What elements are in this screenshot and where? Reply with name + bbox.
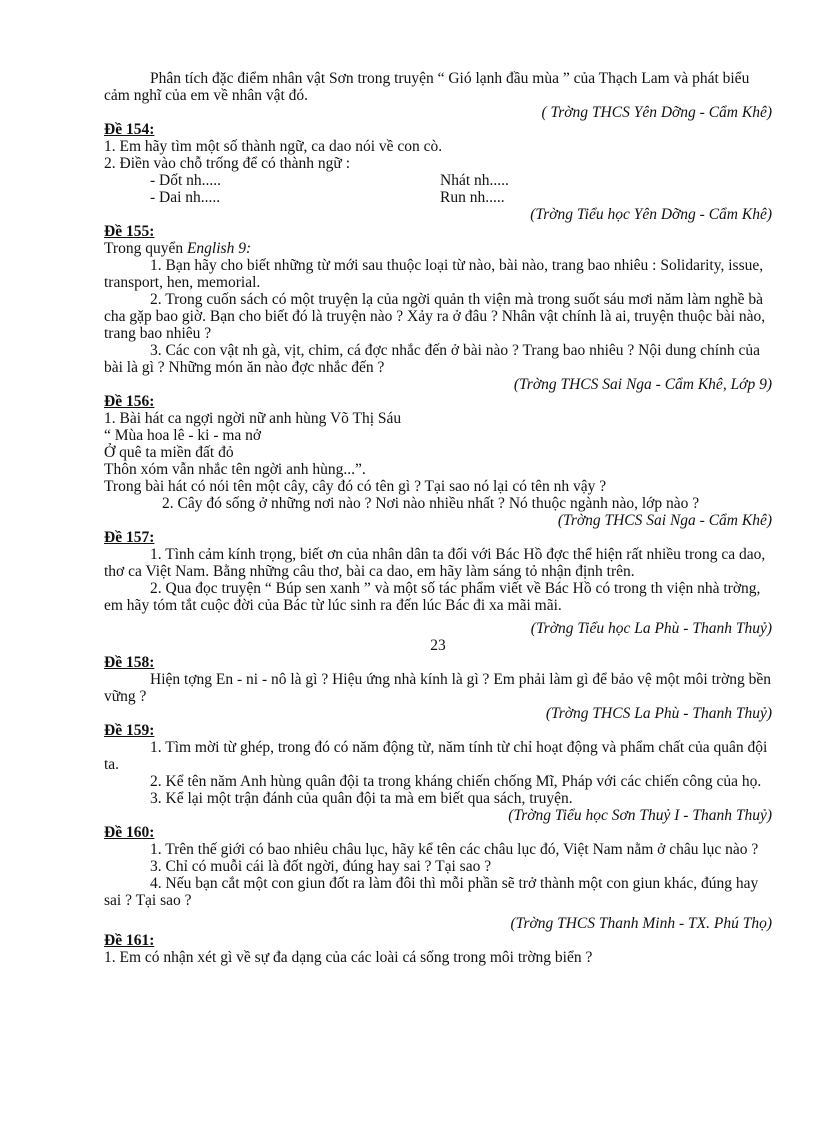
fill-item: Nhát nh..... xyxy=(440,172,509,189)
de-156-source: (Trờng THCS Sai Nga - Cẩm Khê) xyxy=(557,512,772,529)
de-159-source: (Trờng Tiểu học Sơn Thuỷ I - Thanh Thuỷ) xyxy=(508,807,772,824)
de-156-q1: 1. Bài hát ca ngợi ngời nữ anh hùng Võ Thị Sáu xyxy=(104,410,402,427)
intro-source: ( Trờng THCS Yên Dỡng - Cẩm Khê) xyxy=(541,104,772,121)
de-154-q1: 1. Em hãy tìm một số thành ngữ, ca dao nói về con cò. xyxy=(104,138,443,155)
de-161-q1: 1. Em có nhận xét gì về sự đa dạng của các loài cá sống trong môi trờng biển ? xyxy=(104,949,593,966)
fill-item: - Dai nh..... xyxy=(150,189,221,206)
de-160-q1: 1. Trên thế giới có bao nhiêu châu lục, hãy kể tên các châu lục đó, Việt Nam nằm ở châu lục nào ? xyxy=(150,841,759,858)
de-155-source: (Trờng THCS Sai Nga - Cẩm Khê, Lớp 9) xyxy=(513,376,772,393)
de-160-q4: 4. Nếu bạn cắt một con giun đốt ra làm đôi thì mỗi phần sẽ trở thành một con giun khác, đúng hay sai ? Tại sao ? xyxy=(104,875,759,909)
de-158-source: (Trờng THCS La Phù - Thanh Thuỷ) xyxy=(545,705,772,722)
de-160-q3: 3. Chỉ có muỗi cái là đốt ngời, đúng hay sai ? Tại sao ? xyxy=(150,858,492,875)
de-154-source: (Trờng Tiểu học Yên Dỡng - Cẩm Khê) xyxy=(530,206,772,223)
de-154-title: Đề 154: xyxy=(104,121,155,138)
de-158-title: Đề 158: xyxy=(104,654,155,671)
poem-line: “ Mùa hoa lê - ki - ma nở xyxy=(104,427,262,444)
de-159-q3: 3. Kể lại một trận đánh của quân đội ta mà em biết qua sách, truyện. xyxy=(150,790,573,807)
de-156-q2: 2. Cây đó sống ở những nơi nào ? Nơi nào nhiều nhất ? Nó thuộc ngành nào, lớp nào ? xyxy=(162,495,700,512)
de-155-q1: 1. Bạn hãy cho biết những từ mới sau thuộc loại từ nào, bài nào, trang bao nhiêu : Solidarity, issue, transport, hen, memorial. xyxy=(104,257,764,291)
de-156-title: Đề 156: xyxy=(104,393,155,410)
de-157-q2: 2. Qua đọc truyện “ Búp sen xanh ” và một số tác phẩm viết về Bác Hồ có trong th viện nhà trờng, em hãy tóm tắt cuộc đời của Bác từ lúc sinh ra đến lúc Bác đi xa mãi mãi. xyxy=(104,580,761,614)
de-158-q1: Hiện tợng En - ni - nô là gì ? Hiệu ứng nhà kính là gì ? Em phải làm gì để bảo vệ một môi trờng bền vững ? xyxy=(104,671,771,705)
de-155-title: Đề 155: xyxy=(104,223,155,240)
fill-item: Run nh..... xyxy=(440,189,505,206)
de-155-q2: 2. Trong cuốn sách có một truyện lạ của ngời quản th viện mà trong suốt sáu mơi năm làm nghề bà cha gặp bao giờ. Bạn cho biết đó là truyện nào ? Xảy ra ở đâu ? Nhân vật chính là ai, truyện thuộc bài nào, trang bao nhiêu ? xyxy=(104,291,766,342)
de-154-q2: 2. Điền vào chỗ trống để có thành ngữ : xyxy=(104,155,351,172)
book-title: English 9: xyxy=(186,240,252,257)
de-155-intro xyxy=(104,240,772,257)
de-161-title: Đề 161: xyxy=(104,932,155,949)
de-155-intro-text: Trong quyển xyxy=(104,240,187,257)
de-160-source: (Trờng THCS Thanh Minh - TX. Phú Thọ) xyxy=(510,915,772,932)
page-number: 23 xyxy=(430,637,446,654)
de-159-q1: 1. Tìm mời từ ghép, trong đó có năm động từ, năm tính từ chỉ hoạt động và phẩm chất của quân đội ta. xyxy=(104,739,768,773)
de-157-q1: 1. Tình cảm kính trọng, biết ơn của nhân dân ta đối với Bác Hồ đợc thể hiện rất nhiều trong ca dao, thơ ca Việt Nam. Bằng những câu thơ, bài ca dao, em hãy làm sáng tỏ nhận định trên. xyxy=(104,546,766,580)
de-156-q1b: Trong bài hát có nói tên một cây, cây đó có tên gì ? Tại sao nó lại có tên nh vậy ? xyxy=(104,478,607,495)
de-155-q3: 3. Các con vật nh gà, vịt, chim, cá đợc nhắc đến ở bài nào ? Trang bao nhiêu ? Nội dung chính của bài là gì ? Những món ăn nào đợc nhắc đến ? xyxy=(104,342,760,376)
de-159-q2: 2. Kể tên năm Anh hùng quân đội ta trong kháng chiến chống Mĩ, Pháp với các chiến công của họ. xyxy=(150,773,762,790)
de-157-source: (Trờng Tiểu học La Phù - Thanh Thuỷ) xyxy=(530,620,772,637)
document-page xyxy=(104,70,772,966)
fill-row-1 xyxy=(150,172,772,189)
poem-line: Ở quê ta miền đất đỏ xyxy=(104,444,234,461)
intro-text: Phân tích đặc điểm nhân vật Sơn trong truyện “ Gió lạnh đầu mùa ” của Thạch Lam và phát biểu cảm nghĩ của em về nhân vật đó. xyxy=(104,70,750,104)
de-157-title: Đề 157: xyxy=(104,529,155,546)
de-160-title: Đề 160: xyxy=(104,824,155,841)
poem-line: Thôn xóm vẫn nhắc tên ngời anh hùng...”. xyxy=(104,461,366,478)
fill-row-2 xyxy=(150,189,772,206)
fill-item: - Dốt nh..... xyxy=(150,172,222,189)
de-159-title: Đề 159: xyxy=(104,722,155,739)
